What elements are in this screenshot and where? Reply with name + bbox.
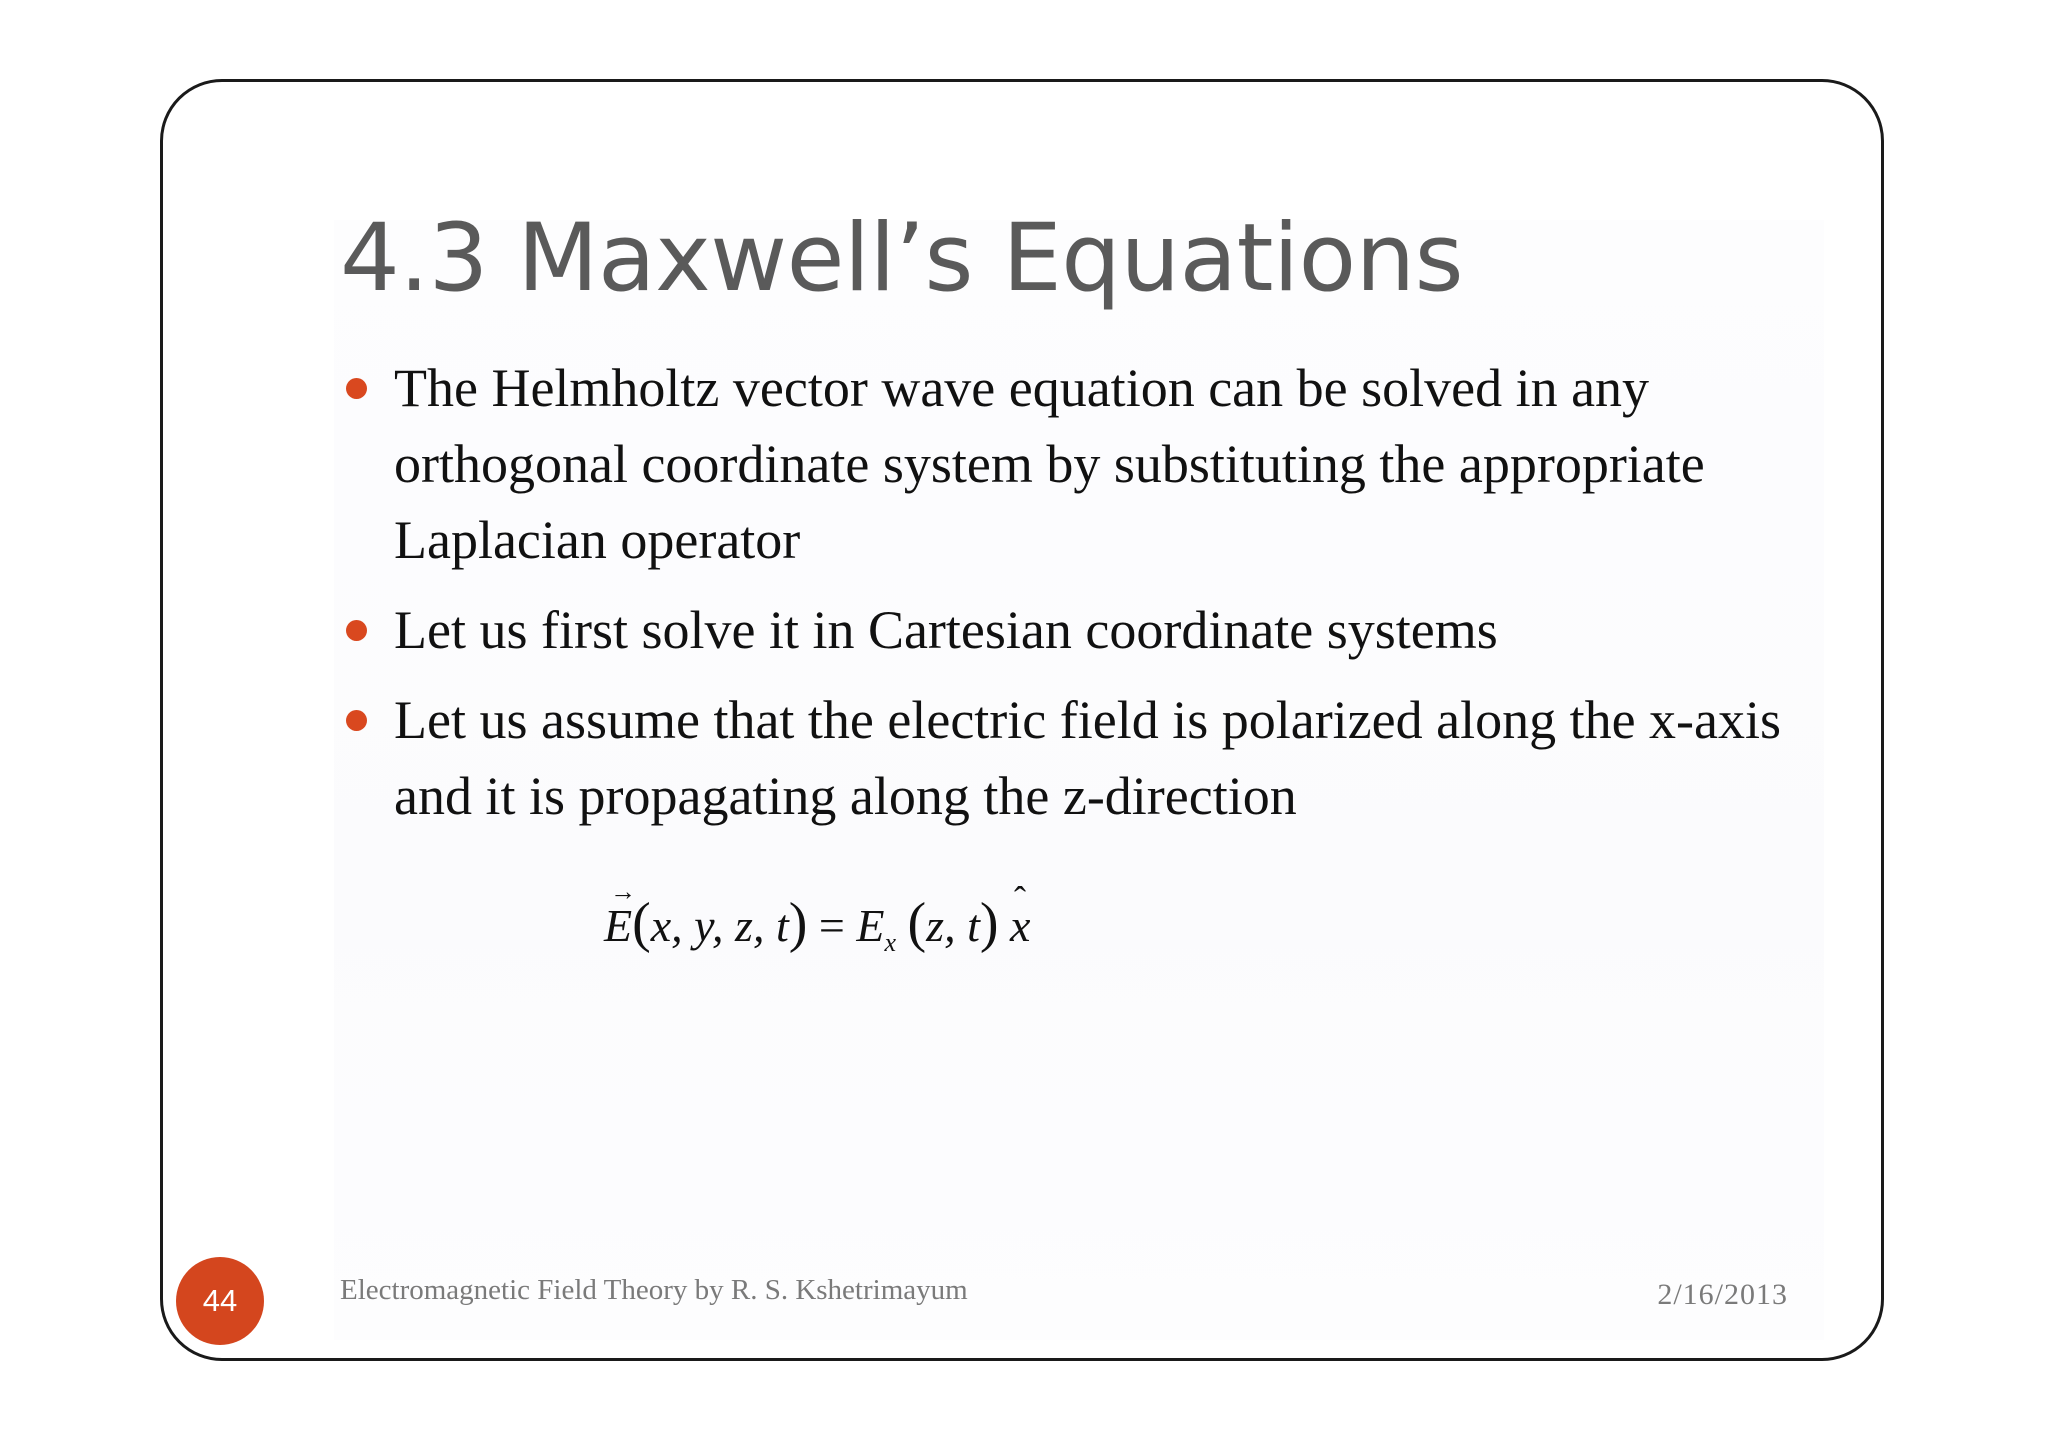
bullet-item <box>340 682 1800 834</box>
bullet-dot-icon <box>346 710 367 731</box>
equation-rhs-subscript: x <box>884 928 897 958</box>
bullet-list <box>340 350 1800 848</box>
equation-rhs-args: z, t <box>926 900 980 951</box>
equation-unit-vector: ˆ x <box>1010 898 1030 953</box>
bullet-text: Let us first solve it in Cartesian coordinate systems <box>394 600 1498 660</box>
equation-lhs-args: x, y, z, t <box>650 900 789 951</box>
page-number-badge: 44 <box>176 1257 264 1345</box>
bullet-item <box>340 350 1800 578</box>
equation-paren: ) <box>788 892 808 954</box>
equation-paren: ( <box>632 892 651 954</box>
footer-date: 2/16/2013 <box>1657 1278 1788 1311</box>
footer-credit: Electromagnetic Field Theory by R. S. Kshetrimayum <box>340 1274 968 1306</box>
bullet-text: Let us assume that the electric field is polarized along the x-axis and it is propagating along the z-direction <box>394 690 1782 826</box>
equation-paren: ) <box>979 892 999 954</box>
equation-paren: ( <box>907 892 927 954</box>
bullet-item <box>340 592 1800 668</box>
bullet-dot-icon <box>346 620 367 641</box>
equation-equals: = <box>818 900 845 951</box>
bullet-text: The Helmholtz vector wave equation can be solved in any orthogonal coordinate system by substituting the appropriate Laplacian operator <box>394 358 1705 570</box>
bullet-dot-icon <box>346 378 367 399</box>
equation-rhs-symbol: E <box>856 900 885 951</box>
electric-field-equation <box>604 890 1030 958</box>
equation-lhs-symbol: → E <box>604 898 632 953</box>
slide-title: 4.3 Maxwell’s Equations <box>340 204 1464 313</box>
